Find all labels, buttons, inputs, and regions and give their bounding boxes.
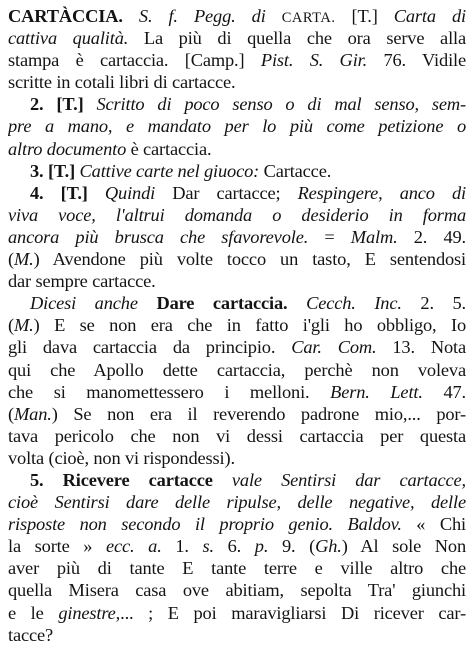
text-line: altro documento è cartaccia.	[8, 138, 212, 159]
citation: Malm.	[350, 226, 398, 247]
text-line: (M.) Avendone più volte tocco un tasto, E sentendosi	[8, 249, 466, 270]
citation: Car. Com.	[291, 337, 377, 358]
sense-2: 2. [T.] Scritto di poco senso o di mal senso, sem-	[30, 94, 466, 115]
text-line: la sorte » ecc. a. 1. s. 6. p. 9. (Gh.) Al sole Non	[8, 536, 466, 557]
sense-5: 5. Ricevere cartacce vale Sentirsi dar cartacce,	[30, 469, 466, 490]
headword: CARTÀCCIA.	[8, 6, 123, 26]
text-line: ancora più brusca che sfavorevole. = Malm. 2. 49.	[8, 226, 466, 247]
subsense-dare-cartaccia: Dicesi anche Dare cartaccia. Cecch. Inc. 2. 5.	[30, 293, 466, 314]
text-line: risposte non secondo il proprio genio. Baldov. « Chi	[8, 514, 466, 535]
text-line: stampa è cartaccia. [Camp.] Pist. S. Gir. 76. Vidile	[8, 50, 466, 71]
text-line: aver più di tante E tante terre e ville altro che	[8, 558, 466, 579]
text-line: cattiva qualità. La più di quella che ora serve alla	[8, 28, 466, 49]
text-line: qui che Apollo dette cartaccia, perchè non voleva	[8, 359, 466, 380]
citation: Bern. Lett.	[330, 381, 423, 402]
citation: Cecch. Inc.	[306, 293, 402, 314]
text-line: (M.) E se non era che in fatto i'gli ho obbligo, Io	[8, 315, 466, 336]
text-line: (Man.) Se non era il reverendo padrone mio,... por-	[8, 403, 466, 424]
text-line: che si manomettessero i melloni. Bern. Lett. 47.	[8, 381, 466, 402]
text-line: tava pericolo che non vi dessi cartaccia per questa	[8, 425, 466, 446]
sense-4: 4. [T.] Quindi Dar cartacce; Respingere, anco di	[30, 182, 466, 203]
text-line: CARTÀCCIA. S. f. Pegg. di CARTA. [T.] Carta di	[8, 6, 466, 26]
text-line: e le ginestre,... ; E poi maravigliarsi Di ricever car-	[8, 602, 466, 623]
citation: Pist. S. Gir.	[260, 50, 368, 71]
sense-3: 3. [T.] Cattive carte nel giuoco: Cartacce.	[30, 160, 332, 181]
text-line: gli dava cartaccia da principio. Car. Com. 13. Nota	[8, 337, 466, 358]
text-line: dar sempre cartacce.	[8, 271, 156, 292]
text-line: cioè Sentirsi dare delle ripulse, delle negative, delle	[8, 492, 466, 513]
text-line: viva voce, l'altrui domanda o desiderio in forma	[8, 204, 466, 225]
text-line: quella Misera casa ove abitiam, sepolta Tra' giunchi	[8, 580, 466, 601]
text-line: scritte in cotali libri di cartacce.	[8, 72, 236, 93]
text-line: tacce?	[8, 624, 54, 645]
text-line: volta (cioè, non vi rispondessi).	[8, 447, 235, 468]
text-line: pre a mano, e mandato per lo più come petizione o	[8, 116, 466, 137]
